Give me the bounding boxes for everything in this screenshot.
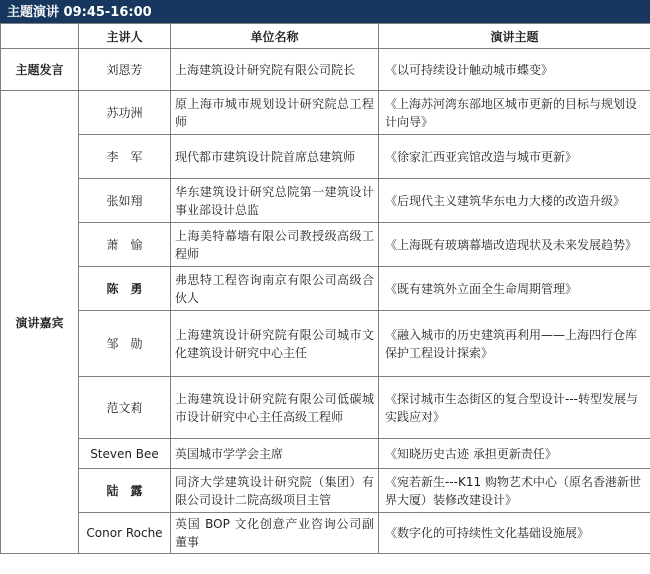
- role-keynote: 主题发言: [1, 49, 79, 91]
- header-speaker: 主讲人: [79, 24, 171, 49]
- speaker-name: 范文莉: [79, 377, 171, 439]
- speech-topic: 《上海苏河湾东部地区城市更新的目标与规划设计向导》: [379, 91, 650, 135]
- speaker-name: 苏功洲: [79, 91, 171, 135]
- agenda-table: [0, 23, 650, 554]
- table-row: [1, 439, 650, 469]
- speech-topic: 《数字化的可持续性文化基础设施展》: [379, 513, 650, 554]
- table-row: [1, 267, 650, 311]
- speaker-org: 上海建筑设计研究院有限公司低碳城市设计研究中心主任高级工程师: [171, 377, 379, 439]
- speaker-org: 现代都市建筑设计院首席总建筑师: [171, 135, 379, 179]
- speaker-name: Steven Bee: [79, 439, 171, 469]
- speaker-org: 上海美特幕墙有限公司教授级高级工程师: [171, 223, 379, 267]
- table-row: [1, 49, 650, 91]
- speech-topic: 《既有建筑外立面全生命周期管理》: [379, 267, 650, 311]
- speech-topic: 《融入城市的历史建筑再利用——上海四行仓库保护工程设计探索》: [379, 311, 650, 377]
- header-topic: 演讲主题: [379, 24, 650, 49]
- speech-topic: 《宛若新生---K11 购物艺术中心（原名香港新世界大厦）装修改建设计》: [379, 469, 650, 513]
- session-title: 主题演讲 09:45-16:00: [0, 0, 650, 23]
- speech-topic: 《知晓历史古迹 承担更新责任》: [379, 439, 650, 469]
- speaker-org: 英国城市学学会主席: [171, 439, 379, 469]
- speaker-name: 张如翔: [79, 179, 171, 223]
- header-row: [1, 24, 650, 49]
- header-org: 单位名称: [171, 24, 379, 49]
- speech-topic: 《以可持续设计触动城市蝶变》: [379, 49, 650, 91]
- table-row: [1, 311, 650, 377]
- speaker-name: 邹 勋: [79, 311, 171, 377]
- table-row: [1, 91, 650, 135]
- speaker-name: 李 军: [79, 135, 171, 179]
- role-guests: 演讲嘉宾: [1, 91, 79, 554]
- table-row: [1, 513, 650, 554]
- speaker-org: 上海建筑设计研究院有限公司城市文化建筑设计研究中心主任: [171, 311, 379, 377]
- speaker-org: 同济大学建筑设计研究院（集团）有限公司设计二院高级项目主管: [171, 469, 379, 513]
- speech-topic: 《后现代主义建筑华东电力大楼的改造升级》: [379, 179, 650, 223]
- table-row: [1, 223, 650, 267]
- speaker-name: 陆 露: [79, 469, 171, 513]
- speaker-org: 英国 BOP 文化创意产业咨询公司副董事: [171, 513, 379, 554]
- speaker-name: Conor Roche: [79, 513, 171, 554]
- speaker-org: 原上海市城市规划设计研究院总工程师: [171, 91, 379, 135]
- speech-topic: 《上海既有玻璃幕墙改造现状及未来发展趋势》: [379, 223, 650, 267]
- speaker-org: 弗思特工程咨询南京有限公司高级合伙人: [171, 267, 379, 311]
- speaker-name: 刘恩芳: [79, 49, 171, 91]
- speaker-name: 陈 勇: [79, 267, 171, 311]
- table-row: [1, 135, 650, 179]
- table-row: [1, 469, 650, 513]
- speaker-org: 上海建筑设计研究院有限公司院长: [171, 49, 379, 91]
- table-row: [1, 377, 650, 439]
- speech-topic: 《探讨城市生态街区的复合型设计---转型发展与实践应对》: [379, 377, 650, 439]
- speech-topic: 《徐家汇西亚宾馆改造与城市更新》: [379, 135, 650, 179]
- speaker-org: 华东建筑设计研究总院第一建筑设计事业部设计总监: [171, 179, 379, 223]
- table-row: [1, 179, 650, 223]
- speaker-name: 萧 愉: [79, 223, 171, 267]
- header-role: [1, 24, 79, 49]
